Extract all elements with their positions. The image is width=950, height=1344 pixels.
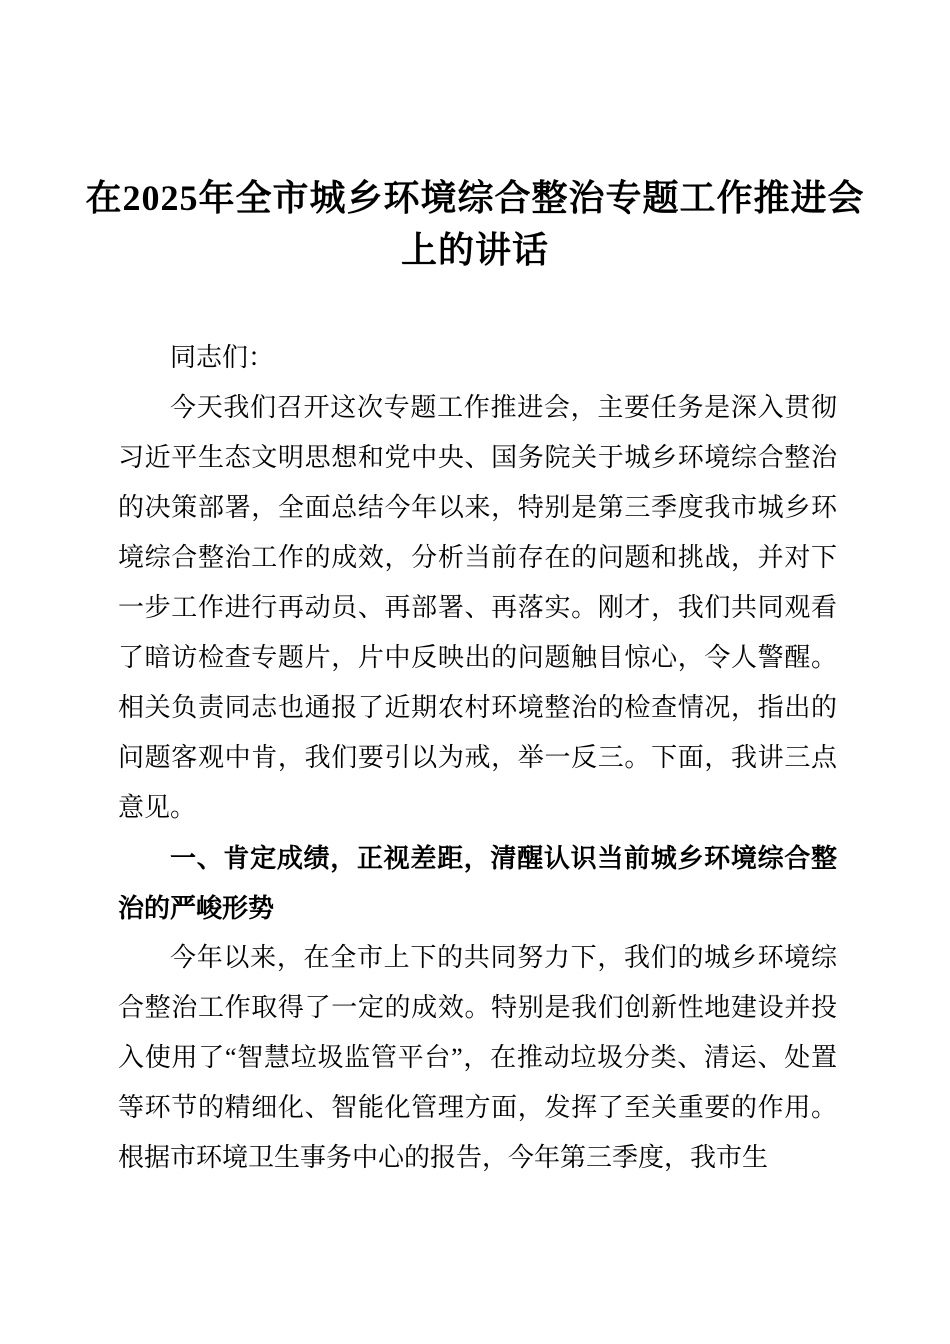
section-1-paragraph: 今年以来，在全市上下的共同努力下，我们的城乡环境综合整治工作取得了一定的成效。特别是我们创新性地建设并投入使用了“智慧垃圾监管平台”，在推动垃圾分类、清运、处置等环节的精细化、智能化管理方面，发挥了至关重要的作用。根据市环境卫生事务中心的报告，今年第三季度，我市生 — [118, 943, 837, 1172]
section-1-heading: 一、肯定成绩，正视差距，清醒认识当前城乡环境综合整治的严峻形势 — [118, 843, 837, 923]
salutation-line: 同志们： — [170, 343, 275, 372]
document-body — [118, 333, 837, 1183]
document-title: 在2025年全市城乡环境综合整治专题工作推进会上的讲话 — [85, 178, 865, 270]
opening-paragraph: 今天我们召开这次专题工作推进会，主要任务是深入贯彻习近平生态文明思想和党中央、国务院关于城乡环境综合整治的决策部署，全面总结今年以来，特别是第三季度我市城乡环境综合整治工作的成效，分析当前存在的问题和挑战，并对下一步工作进行再动员、再部署、再落实。刚才，我们共同观看了暗访检查专题片，片中反映出的问题触目惊心，令人警醒。相关负责同志也通报了近期农村环境整治的检查情况，指出的问题客观中肯，我们要引以为戒，举一反三。下面，我讲三点意见。 — [118, 393, 837, 822]
